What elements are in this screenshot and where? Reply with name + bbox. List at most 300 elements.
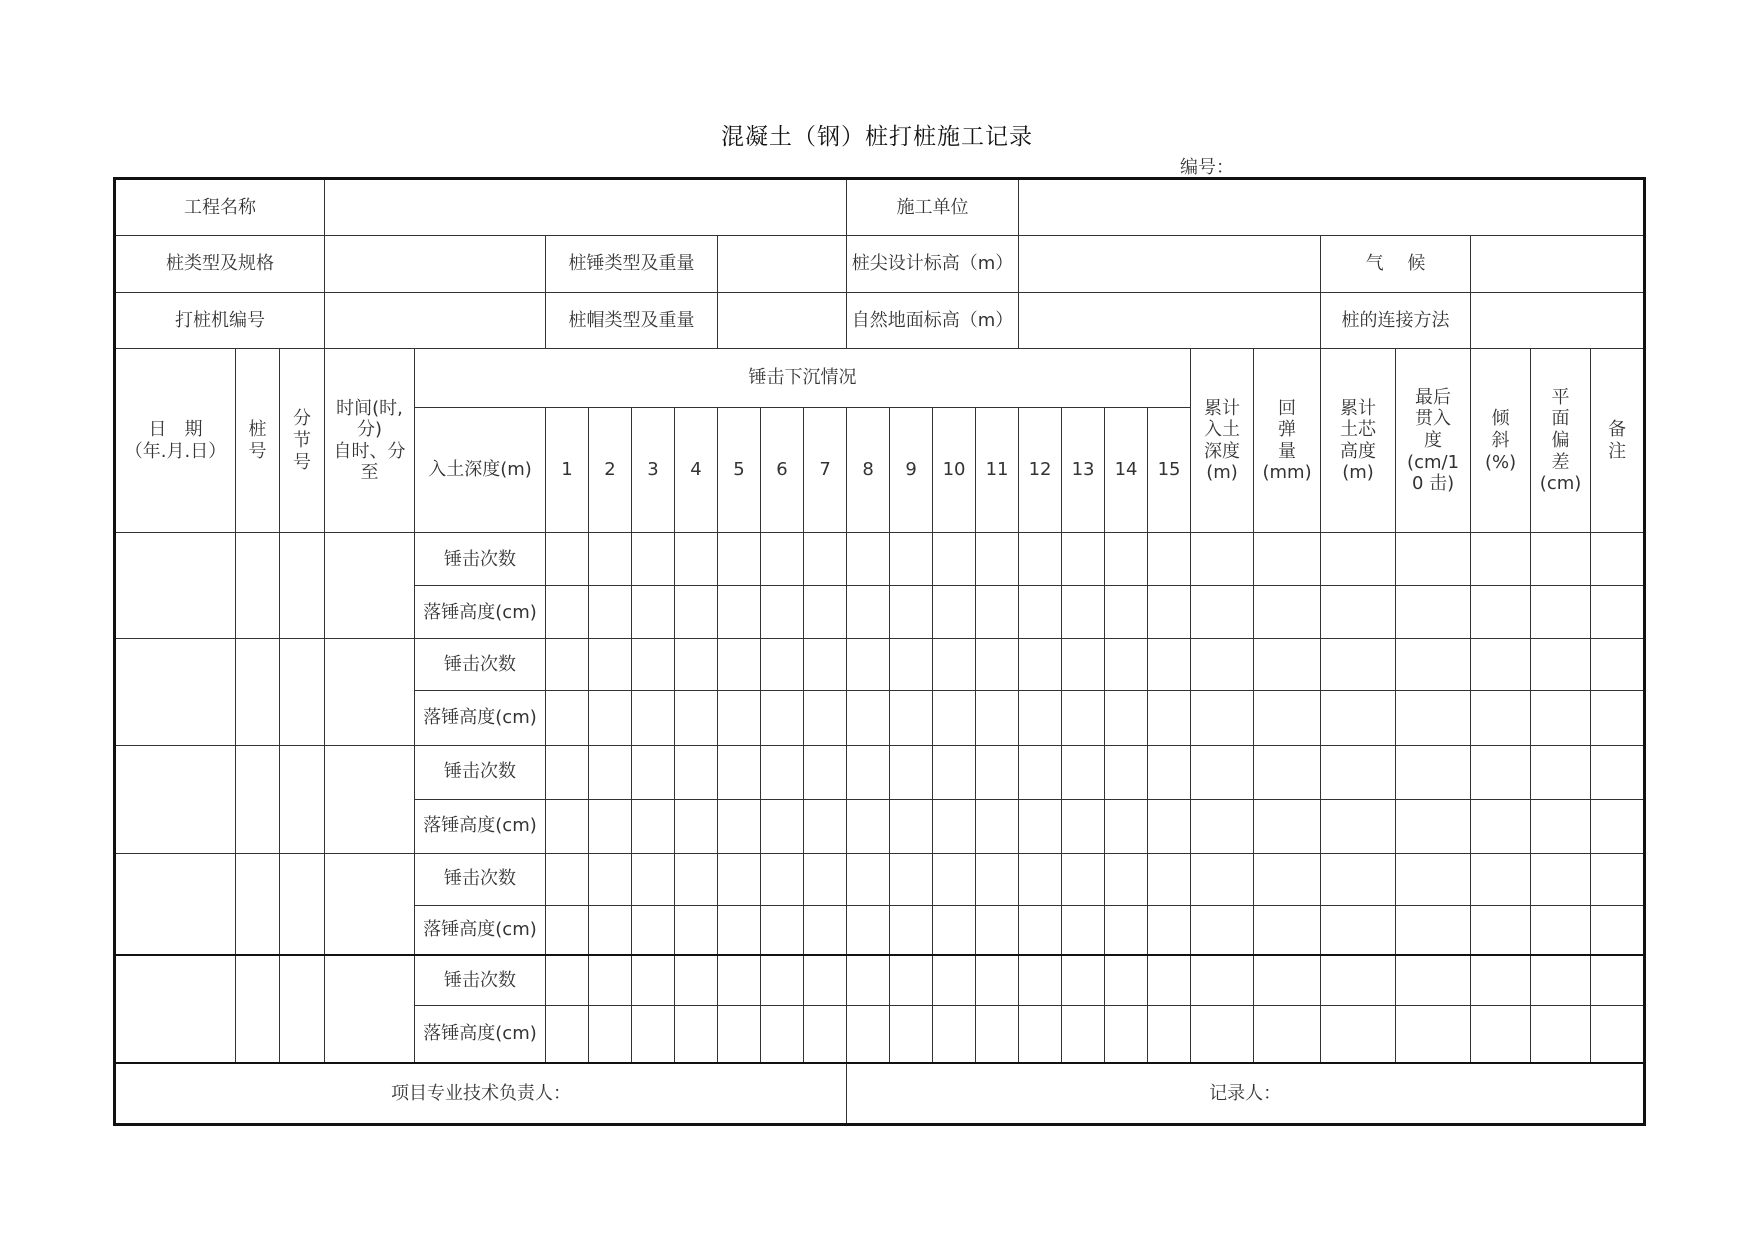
data-cell[interactable] xyxy=(718,905,761,955)
data-cell[interactable] xyxy=(1471,533,1531,586)
data-cell[interactable] xyxy=(1191,955,1254,1005)
data-cell[interactable] xyxy=(804,799,847,853)
data-cell[interactable] xyxy=(890,533,933,586)
time-cell[interactable] xyxy=(325,955,415,1063)
pile-number-header: 桩 号 xyxy=(236,349,280,533)
data-cell[interactable] xyxy=(1254,955,1321,1005)
document-title: 混凝土（钢）桩打桩施工记录 xyxy=(721,124,1033,150)
section-number-header: 分 节 号 xyxy=(280,349,325,533)
data-cell[interactable] xyxy=(1105,745,1148,799)
data-cell[interactable] xyxy=(1148,639,1191,691)
station-header: 8 xyxy=(847,408,890,533)
data-cell[interactable] xyxy=(1019,586,1062,639)
data-cell[interactable] xyxy=(1591,586,1645,639)
data-cell[interactable] xyxy=(933,691,976,745)
data-cell[interactable] xyxy=(1396,745,1471,799)
blow-count-label: 锤击次数 xyxy=(415,955,546,1005)
pile-type-field[interactable] xyxy=(325,236,546,293)
data-cell[interactable] xyxy=(546,745,589,799)
data-cell[interactable] xyxy=(1191,853,1254,905)
data-cell[interactable] xyxy=(1062,639,1105,691)
data-cell[interactable] xyxy=(847,639,890,691)
data-cell[interactable] xyxy=(1591,1005,1645,1063)
data-cell[interactable] xyxy=(933,586,976,639)
data-cell[interactable] xyxy=(976,853,1019,905)
data-cell[interactable] xyxy=(761,799,804,853)
data-cell[interactable] xyxy=(1471,853,1531,905)
data-cell[interactable] xyxy=(546,639,589,691)
data-cell[interactable] xyxy=(890,586,933,639)
serial-number-label: 编号： xyxy=(1180,157,1234,178)
data-cell[interactable] xyxy=(1019,1005,1062,1063)
time-cell[interactable] xyxy=(325,533,415,639)
data-cell[interactable] xyxy=(632,586,675,639)
data-cell[interactable] xyxy=(589,691,632,745)
weather-label: 气 候 xyxy=(1321,236,1471,293)
data-cell[interactable] xyxy=(976,955,1019,1005)
data-cell[interactable] xyxy=(546,691,589,745)
data-cell[interactable] xyxy=(1321,799,1396,853)
pile-number-cell[interactable] xyxy=(236,533,280,639)
data-cell[interactable] xyxy=(632,853,675,905)
data-cell[interactable] xyxy=(1396,639,1471,691)
data-cell[interactable] xyxy=(1321,853,1396,905)
data-cell[interactable] xyxy=(1105,799,1148,853)
pile-number-cell[interactable] xyxy=(236,639,280,745)
data-cell[interactable] xyxy=(675,853,718,905)
tech-lead-signature-label[interactable]: 项目专业技术负责人： xyxy=(115,1063,847,1124)
data-cell[interactable] xyxy=(1062,799,1105,853)
data-cell[interactable] xyxy=(847,745,890,799)
data-cell[interactable] xyxy=(546,955,589,1005)
data-cell[interactable] xyxy=(1191,799,1254,853)
data-cell[interactable] xyxy=(675,586,718,639)
ground-elevation-field[interactable] xyxy=(1019,293,1321,349)
blow-count-label: 锤击次数 xyxy=(415,853,546,905)
data-cell[interactable] xyxy=(1105,1005,1148,1063)
data-cell[interactable] xyxy=(546,853,589,905)
data-cell[interactable] xyxy=(1254,745,1321,799)
hammer-type-label: 桩锤类型及重量 xyxy=(546,236,718,293)
data-cell[interactable] xyxy=(1191,533,1254,586)
data-cell[interactable] xyxy=(718,691,761,745)
data-cell[interactable] xyxy=(804,586,847,639)
date-cell[interactable] xyxy=(115,853,236,955)
data-cell[interactable] xyxy=(804,955,847,1005)
data-cell[interactable] xyxy=(1148,691,1191,745)
data-cell[interactable] xyxy=(589,853,632,905)
date-header: 日 期 （年.月.日） xyxy=(115,349,236,533)
data-cell[interactable] xyxy=(589,533,632,586)
data-cell[interactable] xyxy=(1471,1005,1531,1063)
data-cell[interactable] xyxy=(890,691,933,745)
data-cell[interactable] xyxy=(1062,586,1105,639)
data-cell[interactable] xyxy=(675,1005,718,1063)
data-cell[interactable] xyxy=(1396,691,1471,745)
data-cell[interactable] xyxy=(632,533,675,586)
data-cell[interactable] xyxy=(1531,799,1591,853)
tip-elevation-label: 桩尖设计标高（m） xyxy=(847,236,1019,293)
data-cell[interactable] xyxy=(890,1005,933,1063)
data-cell[interactable] xyxy=(890,745,933,799)
data-cell[interactable] xyxy=(1105,586,1148,639)
rebound-header: 回 弹 量 (mm) xyxy=(1254,349,1321,533)
data-cell[interactable] xyxy=(976,799,1019,853)
date-cell[interactable] xyxy=(115,745,236,853)
data-cell[interactable] xyxy=(632,745,675,799)
blow-count-label: 锤击次数 xyxy=(415,533,546,586)
data-cell[interactable] xyxy=(589,586,632,639)
data-cell[interactable] xyxy=(1062,1005,1105,1063)
data-cell[interactable] xyxy=(804,853,847,905)
data-cell[interactable] xyxy=(1191,691,1254,745)
cap-type-field[interactable] xyxy=(718,293,847,349)
data-cell[interactable] xyxy=(1396,1005,1471,1063)
data-cell[interactable] xyxy=(1019,955,1062,1005)
data-cell[interactable] xyxy=(1019,533,1062,586)
data-cell[interactable] xyxy=(1019,799,1062,853)
drop-height-label: 落锤高度(cm) xyxy=(415,799,546,853)
data-cell[interactable] xyxy=(1396,853,1471,905)
data-cell[interactable] xyxy=(804,745,847,799)
construction-unit-label: 施工单位 xyxy=(847,179,1019,236)
data-cell[interactable] xyxy=(589,955,632,1005)
date-cell[interactable] xyxy=(115,639,236,745)
data-cell[interactable] xyxy=(1396,799,1471,853)
data-cell[interactable] xyxy=(1148,533,1191,586)
data-cell[interactable] xyxy=(1148,1005,1191,1063)
data-cell[interactable] xyxy=(718,745,761,799)
station-header: 12 xyxy=(1019,408,1062,533)
data-cell[interactable] xyxy=(1591,533,1645,586)
data-cell[interactable] xyxy=(589,799,632,853)
date-cell[interactable] xyxy=(115,533,236,639)
data-cell[interactable] xyxy=(1531,905,1591,955)
data-cell[interactable] xyxy=(933,799,976,853)
data-cell[interactable] xyxy=(804,639,847,691)
station-header: 7 xyxy=(804,408,847,533)
data-cell[interactable] xyxy=(1105,853,1148,905)
data-cell[interactable] xyxy=(1254,1005,1321,1063)
machine-number-field[interactable] xyxy=(325,293,546,349)
recorder-signature-label[interactable]: 记录人： xyxy=(847,1063,1645,1124)
data-cell[interactable] xyxy=(1321,586,1396,639)
time-cell[interactable] xyxy=(325,853,415,955)
blow-count-label: 锤击次数 xyxy=(415,745,546,799)
soil-core-height-header: 累计 土芯 高度 (m) xyxy=(1321,349,1396,533)
data-cell[interactable] xyxy=(1148,799,1191,853)
data-cell[interactable] xyxy=(933,745,976,799)
data-cell[interactable] xyxy=(632,691,675,745)
date-cell[interactable] xyxy=(115,955,236,1063)
data-cell[interactable] xyxy=(1591,745,1645,799)
data-cell[interactable] xyxy=(1019,745,1062,799)
data-cell[interactable] xyxy=(1062,691,1105,745)
data-cell[interactable] xyxy=(718,853,761,905)
data-cell[interactable] xyxy=(1062,955,1105,1005)
data-cell[interactable] xyxy=(1471,905,1531,955)
data-cell[interactable] xyxy=(1254,533,1321,586)
data-cell[interactable] xyxy=(1471,586,1531,639)
data-cell[interactable] xyxy=(675,691,718,745)
data-cell[interactable] xyxy=(976,691,1019,745)
data-cell[interactable] xyxy=(1105,639,1148,691)
data-cell[interactable] xyxy=(1254,799,1321,853)
data-cell[interactable] xyxy=(804,533,847,586)
machine-number-label: 打桩机编号 xyxy=(115,293,325,349)
data-cell[interactable] xyxy=(1191,1005,1254,1063)
data-cell[interactable] xyxy=(1148,586,1191,639)
data-cell[interactable] xyxy=(1321,639,1396,691)
data-cell[interactable] xyxy=(632,639,675,691)
data-cell[interactable] xyxy=(1254,586,1321,639)
pile-number-cell[interactable] xyxy=(236,955,280,1063)
station-header: 9 xyxy=(890,408,933,533)
station-header: 15 xyxy=(1148,408,1191,533)
data-cell[interactable] xyxy=(1105,905,1148,955)
data-cell[interactable] xyxy=(1148,745,1191,799)
weather-field[interactable] xyxy=(1471,236,1645,293)
data-cell[interactable] xyxy=(890,639,933,691)
hammer-type-field[interactable] xyxy=(718,236,847,293)
data-cell[interactable] xyxy=(761,853,804,905)
data-cell[interactable] xyxy=(847,853,890,905)
time-header: 时间(时, 分) 自时、分 至 xyxy=(325,349,415,533)
data-cell[interactable] xyxy=(976,1005,1019,1063)
data-cell[interactable] xyxy=(1191,745,1254,799)
data-cell[interactable] xyxy=(1591,955,1645,1005)
data-cell[interactable] xyxy=(761,586,804,639)
data-cell[interactable] xyxy=(1148,853,1191,905)
connection-method-label: 桩的连接方法 xyxy=(1321,293,1471,349)
data-cell[interactable] xyxy=(1062,533,1105,586)
data-cell[interactable] xyxy=(1591,691,1645,745)
data-cell[interactable] xyxy=(976,905,1019,955)
data-cell[interactable] xyxy=(1321,1005,1396,1063)
drop-height-label: 落锤高度(cm) xyxy=(415,586,546,639)
data-cell[interactable] xyxy=(1591,639,1645,691)
data-cell[interactable] xyxy=(1531,745,1591,799)
data-cell[interactable] xyxy=(1471,955,1531,1005)
time-cell[interactable] xyxy=(325,639,415,745)
data-cell[interactable] xyxy=(1531,853,1591,905)
data-cell[interactable] xyxy=(847,799,890,853)
data-cell[interactable] xyxy=(976,745,1019,799)
data-cell[interactable] xyxy=(761,639,804,691)
data-cell[interactable] xyxy=(1105,533,1148,586)
pile-number-cell[interactable] xyxy=(236,745,280,853)
data-cell[interactable] xyxy=(847,1005,890,1063)
final-set-header: 最后 贯入 度 (cm/1 0 击) xyxy=(1396,349,1471,533)
data-cell[interactable] xyxy=(1148,955,1191,1005)
data-cell[interactable] xyxy=(675,745,718,799)
pile-driving-record-table xyxy=(113,177,1646,1126)
station-header: 5 xyxy=(718,408,761,533)
section-number-cell[interactable] xyxy=(280,853,325,955)
remarks-header: 备 注 xyxy=(1591,349,1645,533)
data-cell[interactable] xyxy=(847,955,890,1005)
data-cell[interactable] xyxy=(933,853,976,905)
data-cell[interactable] xyxy=(546,533,589,586)
data-cell[interactable] xyxy=(1062,853,1105,905)
data-cell[interactable] xyxy=(933,1005,976,1063)
data-cell[interactable] xyxy=(632,1005,675,1063)
data-cell[interactable] xyxy=(589,639,632,691)
tip-elevation-field[interactable] xyxy=(1019,236,1321,293)
data-cell[interactable] xyxy=(1254,853,1321,905)
data-cell[interactable] xyxy=(1019,905,1062,955)
pile-number-cell[interactable] xyxy=(236,853,280,955)
data-cell[interactable] xyxy=(847,533,890,586)
data-cell[interactable] xyxy=(1396,586,1471,639)
data-cell[interactable] xyxy=(1471,799,1531,853)
data-cell[interactable] xyxy=(1062,905,1105,955)
data-cell[interactable] xyxy=(546,586,589,639)
station-header: 3 xyxy=(632,408,675,533)
station-header: 1 xyxy=(546,408,589,533)
station-header: 14 xyxy=(1105,408,1148,533)
data-cell[interactable] xyxy=(1254,639,1321,691)
data-cell[interactable] xyxy=(1396,533,1471,586)
station-header: 11 xyxy=(976,408,1019,533)
data-cell[interactable] xyxy=(632,799,675,853)
data-cell[interactable] xyxy=(847,586,890,639)
data-cell[interactable] xyxy=(847,905,890,955)
data-cell[interactable] xyxy=(718,586,761,639)
data-cell[interactable] xyxy=(761,691,804,745)
data-cell[interactable] xyxy=(1396,955,1471,1005)
data-cell[interactable] xyxy=(718,533,761,586)
data-cell[interactable] xyxy=(761,1005,804,1063)
data-cell[interactable] xyxy=(675,905,718,955)
data-cell[interactable] xyxy=(1191,905,1254,955)
data-cell[interactable] xyxy=(761,955,804,1005)
data-cell[interactable] xyxy=(1321,691,1396,745)
data-cell[interactable] xyxy=(546,905,589,955)
data-cell[interactable] xyxy=(933,955,976,1005)
data-cell[interactable] xyxy=(589,745,632,799)
tilt-header: 倾 斜 (%) xyxy=(1471,349,1531,533)
section-number-cell[interactable] xyxy=(280,745,325,853)
data-cell[interactable] xyxy=(718,955,761,1005)
data-cell[interactable] xyxy=(933,639,976,691)
pile-type-label: 桩类型及规格 xyxy=(115,236,325,293)
data-cell[interactable] xyxy=(804,1005,847,1063)
time-cell[interactable] xyxy=(325,745,415,853)
data-cell[interactable] xyxy=(718,1005,761,1063)
drop-height-label: 落锤高度(cm) xyxy=(415,691,546,745)
data-cell[interactable] xyxy=(675,639,718,691)
data-cell[interactable] xyxy=(976,533,1019,586)
construction-unit-field[interactable] xyxy=(1019,179,1645,236)
data-cell[interactable] xyxy=(933,533,976,586)
data-cell[interactable] xyxy=(976,586,1019,639)
data-cell[interactable] xyxy=(1321,905,1396,955)
data-cell[interactable] xyxy=(1591,853,1645,905)
cap-type-label: 桩帽类型及重量 xyxy=(546,293,718,349)
data-cell[interactable] xyxy=(1531,691,1591,745)
drop-height-label: 落锤高度(cm) xyxy=(415,905,546,955)
station-header: 4 xyxy=(675,408,718,533)
data-cell[interactable] xyxy=(1591,799,1645,853)
section-number-cell[interactable] xyxy=(280,639,325,745)
data-cell[interactable] xyxy=(933,905,976,955)
data-cell[interactable] xyxy=(675,533,718,586)
data-cell[interactable] xyxy=(1471,691,1531,745)
data-cell[interactable] xyxy=(761,905,804,955)
depth-header: 入土深度(m) xyxy=(415,408,546,533)
data-cell[interactable] xyxy=(1105,691,1148,745)
data-cell[interactable] xyxy=(675,799,718,853)
data-cell[interactable] xyxy=(718,639,761,691)
data-cell[interactable] xyxy=(1254,691,1321,745)
data-cell[interactable] xyxy=(1191,639,1254,691)
data-cell[interactable] xyxy=(890,799,933,853)
data-cell[interactable] xyxy=(761,745,804,799)
blow-count-label: 锤击次数 xyxy=(415,639,546,691)
data-cell[interactable] xyxy=(1396,905,1471,955)
data-cell[interactable] xyxy=(1321,955,1396,1005)
data-cell[interactable] xyxy=(546,1005,589,1063)
plane-deviation-header: 平 面 偏 差 (cm) xyxy=(1531,349,1591,533)
project-name-field[interactable] xyxy=(325,179,847,236)
section-number-cell[interactable] xyxy=(280,533,325,639)
data-cell[interactable] xyxy=(589,905,632,955)
hammer-sinking-header: 锤击下沉情况 xyxy=(415,349,1191,408)
data-cell[interactable] xyxy=(1062,745,1105,799)
data-cell[interactable] xyxy=(718,799,761,853)
data-cell[interactable] xyxy=(804,691,847,745)
data-cell[interactable] xyxy=(1531,586,1591,639)
data-cell[interactable] xyxy=(1019,853,1062,905)
data-cell[interactable] xyxy=(1531,639,1591,691)
data-cell[interactable] xyxy=(1019,639,1062,691)
data-cell[interactable] xyxy=(890,905,933,955)
data-cell[interactable] xyxy=(632,955,675,1005)
data-cell[interactable] xyxy=(847,691,890,745)
data-cell[interactable] xyxy=(1531,955,1591,1005)
station-header: 10 xyxy=(933,408,976,533)
data-cell[interactable] xyxy=(1254,905,1321,955)
data-cell[interactable] xyxy=(1321,533,1396,586)
data-cell[interactable] xyxy=(890,955,933,1005)
data-cell[interactable] xyxy=(804,905,847,955)
data-cell[interactable] xyxy=(1191,586,1254,639)
data-cell[interactable] xyxy=(632,905,675,955)
data-cell[interactable] xyxy=(890,853,933,905)
data-cell[interactable] xyxy=(1471,745,1531,799)
data-cell[interactable] xyxy=(1531,1005,1591,1063)
data-cell[interactable] xyxy=(675,955,718,1005)
data-cell[interactable] xyxy=(589,1005,632,1063)
data-cell[interactable] xyxy=(1148,905,1191,955)
data-cell[interactable] xyxy=(976,639,1019,691)
data-cell[interactable] xyxy=(761,533,804,586)
data-cell[interactable] xyxy=(1591,905,1645,955)
station-header: 13 xyxy=(1062,408,1105,533)
section-number-cell[interactable] xyxy=(280,955,325,1063)
cumulative-depth-header: 累计 入土 深度 (m) xyxy=(1191,349,1254,533)
ground-elevation-label: 自然地面标高（m） xyxy=(847,293,1019,349)
data-cell[interactable] xyxy=(546,799,589,853)
project-name-label: 工程名称 xyxy=(115,179,325,236)
data-cell[interactable] xyxy=(1531,533,1591,586)
data-cell[interactable] xyxy=(1321,745,1396,799)
data-cell[interactable] xyxy=(1471,639,1531,691)
data-cell[interactable] xyxy=(1019,691,1062,745)
data-cell[interactable] xyxy=(1105,955,1148,1005)
connection-method-field[interactable] xyxy=(1471,293,1645,349)
